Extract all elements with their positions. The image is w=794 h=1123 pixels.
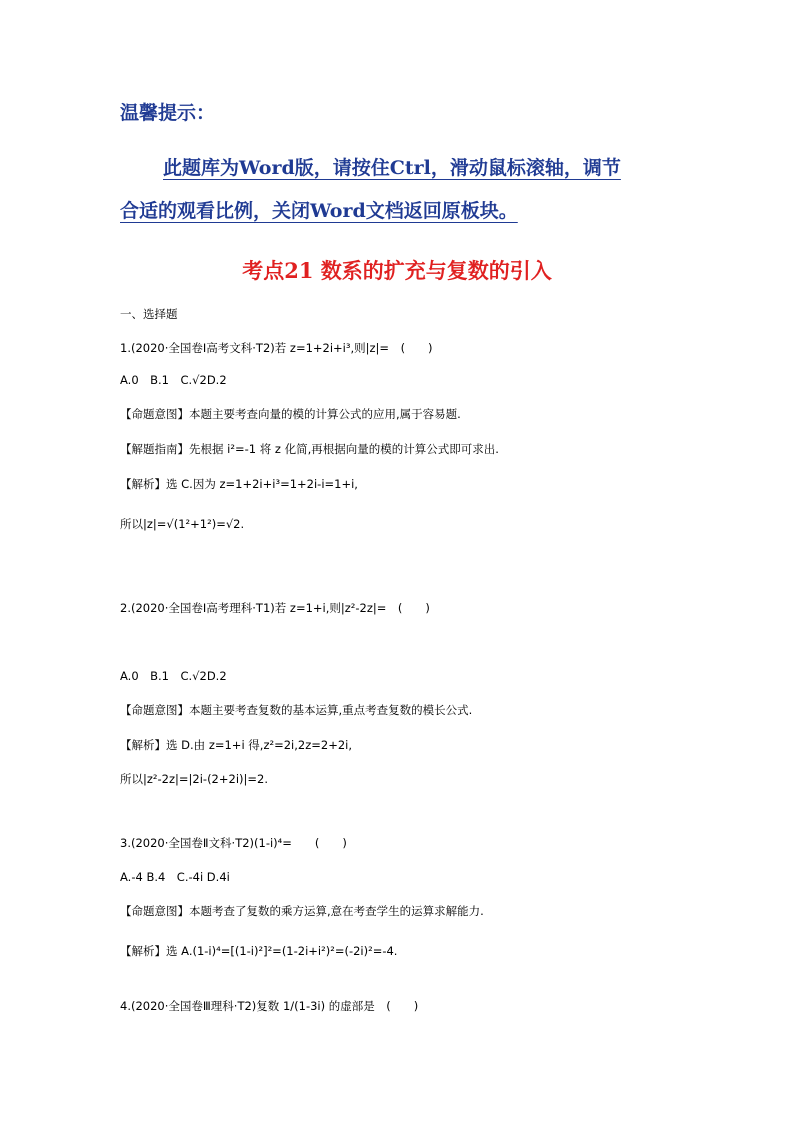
notice-line-1: 此题库为Word版，请按住Ctrl，滑动鼠标滚轴，调节 [163,157,621,179]
q1-guide-label: 【解题指南】 [120,442,189,456]
q1-analysis-text: 选 C.因为 z=1+2i+i³=1+2i-i=1+i, [166,477,358,491]
document-title: 考点21 数系的扩充与复数的引入 [242,258,552,283]
q3-intent-text: 本题考查了复数的乘方运算,意在考查学生的运算求解能力. [189,904,484,918]
q2-intent-label: 【命题意图】 [120,703,189,717]
q4-stem: 4.(2020·全国卷Ⅲ理科·T2)复数 1/(1-3i) 的虚部是 ( ) [120,999,419,1013]
q3-analysis-text: 选 A.(1-i)⁴=[(1-i)²]²=(1-2i+i²)²=(-2i)²=-4. [166,944,398,958]
q1-analysis-label: 【解析】 [120,477,166,491]
q3-intent-label: 【命题意图】 [120,904,189,918]
q2-options: A.0 B.1 C.√2D.2 [120,669,227,683]
q2-intent-text: 本题主要考查复数的基本运算,重点考查复数的模长公式. [189,703,473,717]
section-heading: 一、选择题 [120,307,178,321]
q2-stem: 2.(2020·全国卷Ⅰ高考理科·T1)若 z=1+i,则|z²-2z|= ( ) [120,601,430,615]
q2-intent [120,702,472,718]
q3-analysis [120,943,397,959]
q3-analysis-label: 【解析】 [120,944,166,958]
notice-title: 温馨提示： [120,102,216,124]
q1-intent-text: 本题主要考查向量的模的计算公式的应用,属于容易题. [189,407,461,421]
q2-conclusion: 所以|z²-2z|=|2i-(2+2i)|=2. [120,772,268,786]
q1-stem: 1.(2020·全国卷Ⅰ高考文科·T2)若 z=1+2i+i³,则|z|= ( ) [120,341,433,355]
q1-conclusion: 所以|z|=√(1²+1²)=√2. [120,517,245,531]
q1-guide [120,441,499,457]
q3-options: A.-4 B.4 C.-4i D.4i [120,870,230,884]
q1-analysis [120,476,358,492]
q1-guide-text: 先根据 i²=-1 将 z 化简,再根据向量的模的计算公式即可求出. [189,442,499,456]
q1-intent-label: 【命题意图】 [120,407,189,421]
notice-line-2: 合适的观看比例，关闭Word文档返回原板块。 [120,200,518,222]
q2-analysis [120,737,352,753]
q3-intent [120,903,484,919]
q1-intent [120,406,461,422]
q1-options: A.0 B.1 C.√2D.2 [120,373,227,387]
q3-stem: 3.(2020·全国卷Ⅱ文科·T2)(1-i)⁴= ( ) [120,836,347,850]
q2-analysis-label: 【解析】 [120,738,166,752]
q2-analysis-text: 选 D.由 z=1+i 得,z²=2i,2z=2+2i, [166,738,353,752]
